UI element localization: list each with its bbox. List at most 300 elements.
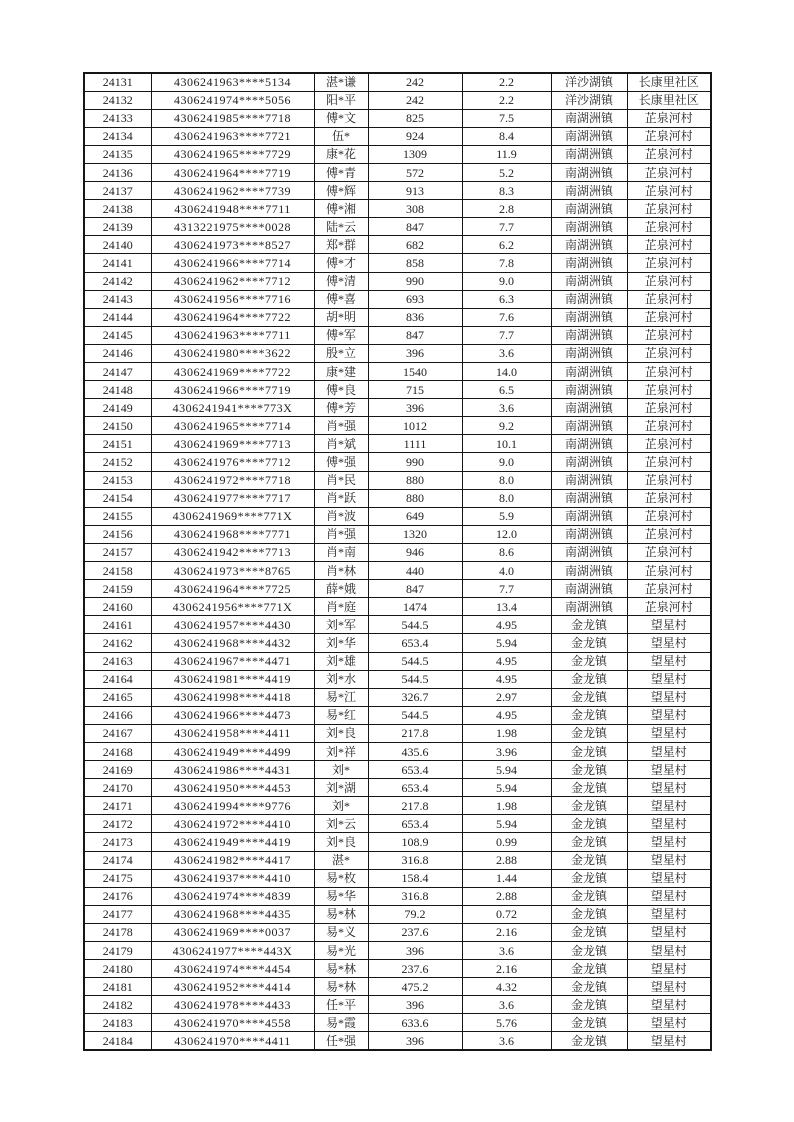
cell-masked-id-number: 4306241967****4471 [151,652,314,670]
table-row [84,869,711,887]
cell-amount: 1012 [368,417,462,435]
cell-masked-id-number: 4306241973****8765 [151,562,314,580]
table-row [84,1014,711,1032]
table-row [84,381,711,399]
cell-secondary-value: 7.7 [462,326,551,344]
cell-masked-id-number: 4306241966****7719 [151,381,314,399]
cell-village: 芷泉河村 [627,344,711,362]
cell-town: 南湖洲镇 [551,363,627,381]
cell-town: 南湖洲镇 [551,344,627,362]
cell-secondary-value: 8.6 [462,543,551,561]
cell-person-name: 易*林 [314,978,368,996]
cell-town: 南湖洲镇 [551,308,627,326]
cell-village: 望星村 [627,996,711,1014]
table-row [84,471,711,489]
cell-amount: 316.8 [368,887,462,905]
cell-secondary-value: 6.5 [462,381,551,399]
table-row [84,724,711,742]
cell-town: 南湖洲镇 [551,525,627,543]
table-row [84,652,711,670]
table-row [84,127,711,145]
cell-person-name: 郑*群 [314,236,368,254]
cell-secondary-value: 14.0 [462,363,551,381]
cell-masked-id-number: 4306241986****4431 [151,761,314,779]
cell-village: 芷泉河村 [627,308,711,326]
cell-village: 芷泉河村 [627,254,711,272]
cell-masked-id-number: 4306241956****7716 [151,290,314,308]
cell-amount: 880 [368,471,462,489]
cell-town: 南湖洲镇 [551,272,627,290]
cell-person-name: 刘* [314,797,368,815]
cell-masked-id-number: 4306241966****4473 [151,706,314,724]
cell-serial-number: 24132 [84,91,151,109]
cell-serial-number: 24167 [84,724,151,742]
cell-town: 金龙镇 [551,688,627,706]
cell-person-name: 易*光 [314,942,368,960]
cell-person-name: 阳*平 [314,91,368,109]
cell-person-name: 殷*立 [314,344,368,362]
cell-secondary-value: 4.95 [462,670,551,688]
cell-serial-number: 24163 [84,652,151,670]
cell-secondary-value: 2.16 [462,923,551,941]
cell-amount: 396 [368,1032,462,1050]
cell-masked-id-number: 4306241963****5134 [151,73,314,91]
cell-amount: 649 [368,507,462,525]
cell-village: 望星村 [627,869,711,887]
cell-masked-id-number: 4313221975****0028 [151,218,314,236]
cell-masked-id-number: 4306241937****4410 [151,869,314,887]
table-row [84,182,711,200]
cell-serial-number: 24183 [84,1014,151,1032]
cell-masked-id-number: 4306241950****4453 [151,779,314,797]
cell-town: 洋沙湖镇 [551,73,627,91]
table-row [84,562,711,580]
cell-amount: 1540 [368,363,462,381]
cell-amount: 715 [368,381,462,399]
cell-person-name: 刘* [314,761,368,779]
cell-amount: 242 [368,91,462,109]
cell-town: 金龙镇 [551,724,627,742]
cell-secondary-value: 3.6 [462,942,551,960]
cell-serial-number: 24140 [84,236,151,254]
cell-serial-number: 24159 [84,580,151,598]
records-table-body [84,73,711,1050]
table-row [84,218,711,236]
cell-village: 望星村 [627,815,711,833]
table-row [84,706,711,724]
cell-masked-id-number: 4306241956****771X [151,598,314,616]
cell-secondary-value: 2.8 [462,200,551,218]
table-row [84,109,711,127]
cell-masked-id-number: 4306241978****4433 [151,996,314,1014]
table-row [84,91,711,109]
cell-village: 长康里社区 [627,73,711,91]
cell-town: 南湖洲镇 [551,399,627,417]
cell-secondary-value: 4.32 [462,978,551,996]
cell-person-name: 刘*祥 [314,742,368,760]
cell-village: 芷泉河村 [627,236,711,254]
cell-village: 望星村 [627,1014,711,1032]
cell-serial-number: 24165 [84,688,151,706]
cell-village: 望星村 [627,905,711,923]
cell-amount: 108.9 [368,833,462,851]
cell-person-name: 刘*雄 [314,652,368,670]
table-row [84,688,711,706]
cell-town: 南湖洲镇 [551,580,627,598]
cell-amount: 693 [368,290,462,308]
cell-village: 望星村 [627,960,711,978]
cell-serial-number: 24145 [84,326,151,344]
cell-village: 望星村 [627,688,711,706]
cell-secondary-value: 7.5 [462,109,551,127]
table-row [84,363,711,381]
cell-serial-number: 24151 [84,435,151,453]
table-row [84,634,711,652]
cell-town: 金龙镇 [551,942,627,960]
cell-amount: 653.4 [368,779,462,797]
cell-town: 南湖洲镇 [551,326,627,344]
cell-village: 长康里社区 [627,91,711,109]
table-row [84,73,711,91]
cell-amount: 653.4 [368,634,462,652]
table-row [84,200,711,218]
cell-village: 芷泉河村 [627,399,711,417]
cell-secondary-value: 8.3 [462,182,551,200]
table-row [84,344,711,362]
cell-amount: 544.5 [368,616,462,634]
cell-village: 芷泉河村 [627,182,711,200]
cell-serial-number: 24136 [84,163,151,181]
cell-amount: 836 [368,308,462,326]
cell-masked-id-number: 4306241969****7722 [151,363,314,381]
cell-secondary-value: 5.94 [462,779,551,797]
cell-amount: 990 [368,272,462,290]
table-row [84,163,711,181]
cell-person-name: 易*林 [314,905,368,923]
cell-serial-number: 24175 [84,869,151,887]
cell-serial-number: 24180 [84,960,151,978]
cell-serial-number: 24155 [84,507,151,525]
cell-serial-number: 24139 [84,218,151,236]
cell-serial-number: 24135 [84,145,151,163]
cell-town: 南湖洲镇 [551,543,627,561]
cell-person-name: 刘*良 [314,724,368,742]
cell-secondary-value: 6.2 [462,236,551,254]
cell-secondary-value: 0.72 [462,905,551,923]
table-row [84,887,711,905]
cell-town: 金龙镇 [551,887,627,905]
cell-serial-number: 24152 [84,453,151,471]
cell-village: 芷泉河村 [627,507,711,525]
cell-amount: 440 [368,562,462,580]
cell-amount: 858 [368,254,462,272]
cell-serial-number: 24166 [84,706,151,724]
table-row [84,489,711,507]
cell-town: 金龙镇 [551,706,627,724]
cell-town: 金龙镇 [551,869,627,887]
cell-serial-number: 24158 [84,562,151,580]
cell-village: 芷泉河村 [627,363,711,381]
cell-secondary-value: 1.44 [462,869,551,887]
cell-amount: 308 [368,200,462,218]
cell-town: 南湖洲镇 [551,200,627,218]
cell-amount: 1111 [368,435,462,453]
cell-village: 芷泉河村 [627,543,711,561]
cell-village: 望星村 [627,761,711,779]
cell-secondary-value: 12.0 [462,525,551,543]
cell-village: 望星村 [627,851,711,869]
table-row [84,923,711,941]
cell-person-name: 易*义 [314,923,368,941]
table-row [84,435,711,453]
cell-person-name: 肖*民 [314,471,368,489]
table-row [84,145,711,163]
cell-amount: 544.5 [368,706,462,724]
cell-town: 南湖洲镇 [551,381,627,399]
table-row [84,308,711,326]
cell-amount: 633.6 [368,1014,462,1032]
cell-village: 芷泉河村 [627,218,711,236]
cell-masked-id-number: 4306241964****7719 [151,163,314,181]
cell-town: 南湖洲镇 [551,109,627,127]
cell-village: 芷泉河村 [627,200,711,218]
cell-serial-number: 24150 [84,417,151,435]
table-row [84,797,711,815]
cell-village: 芷泉河村 [627,127,711,145]
cell-amount: 242 [368,73,462,91]
cell-serial-number: 24178 [84,923,151,941]
cell-town: 金龙镇 [551,616,627,634]
cell-village: 芷泉河村 [627,163,711,181]
cell-village: 芷泉河村 [627,326,711,344]
cell-town: 南湖洲镇 [551,182,627,200]
cell-serial-number: 24154 [84,489,151,507]
cell-masked-id-number: 4306241968****4435 [151,905,314,923]
cell-secondary-value: 3.96 [462,742,551,760]
cell-town: 洋沙湖镇 [551,91,627,109]
cell-person-name: 易*霞 [314,1014,368,1032]
cell-town: 南湖洲镇 [551,598,627,616]
cell-person-name: 刘*良 [314,833,368,851]
cell-secondary-value: 0.99 [462,833,551,851]
cell-person-name: 陆*云 [314,218,368,236]
cell-secondary-value: 4.95 [462,616,551,634]
cell-village: 望星村 [627,616,711,634]
cell-amount: 475.2 [368,978,462,996]
cell-masked-id-number: 4306241973****8527 [151,236,314,254]
cell-person-name: 傅*湘 [314,200,368,218]
cell-masked-id-number: 4306241965****7714 [151,417,314,435]
cell-secondary-value: 8.0 [462,489,551,507]
cell-village: 望星村 [627,670,711,688]
cell-amount: 1320 [368,525,462,543]
cell-secondary-value: 9.0 [462,272,551,290]
cell-masked-id-number: 4306241941****773X [151,399,314,417]
cell-secondary-value: 1.98 [462,724,551,742]
cell-secondary-value: 3.6 [462,996,551,1014]
cell-town: 金龙镇 [551,1014,627,1032]
cell-village: 望星村 [627,797,711,815]
cell-amount: 396 [368,942,462,960]
cell-secondary-value: 13.4 [462,598,551,616]
cell-serial-number: 24176 [84,887,151,905]
cell-masked-id-number: 4306241962****7739 [151,182,314,200]
cell-town: 南湖洲镇 [551,417,627,435]
cell-serial-number: 24144 [84,308,151,326]
cell-town: 南湖洲镇 [551,562,627,580]
cell-town: 南湖洲镇 [551,236,627,254]
cell-masked-id-number: 4306241949****4499 [151,742,314,760]
table-row [84,254,711,272]
cell-amount: 653.4 [368,815,462,833]
table-row [84,236,711,254]
cell-masked-id-number: 4306241974****4839 [151,887,314,905]
cell-secondary-value: 4.0 [462,562,551,580]
cell-village: 芷泉河村 [627,598,711,616]
cell-secondary-value: 3.6 [462,399,551,417]
cell-village: 望星村 [627,887,711,905]
cell-masked-id-number: 4306241962****7712 [151,272,314,290]
cell-masked-id-number: 4306241948****7711 [151,200,314,218]
cell-masked-id-number: 4306241969****7713 [151,435,314,453]
table-row [84,1032,711,1050]
cell-person-name: 傅*强 [314,453,368,471]
cell-person-name: 傅*良 [314,381,368,399]
cell-village: 芷泉河村 [627,109,711,127]
cell-serial-number: 24181 [84,978,151,996]
cell-masked-id-number: 4306241982****4417 [151,851,314,869]
cell-village: 芷泉河村 [627,272,711,290]
cell-secondary-value: 2.2 [462,73,551,91]
cell-village: 芷泉河村 [627,417,711,435]
cell-town: 南湖洲镇 [551,290,627,308]
cell-person-name: 湛*谦 [314,73,368,91]
cell-person-name: 肖*波 [314,507,368,525]
cell-village: 芷泉河村 [627,290,711,308]
cell-serial-number: 24164 [84,670,151,688]
table-row [84,326,711,344]
cell-town: 金龙镇 [551,960,627,978]
cell-person-name: 肖*南 [314,543,368,561]
cell-town: 金龙镇 [551,851,627,869]
cell-town: 金龙镇 [551,670,627,688]
cell-town: 金龙镇 [551,652,627,670]
cell-person-name: 傅*清 [314,272,368,290]
cell-amount: 158.4 [368,869,462,887]
cell-village: 望星村 [627,724,711,742]
cell-masked-id-number: 4306241968****7771 [151,525,314,543]
cell-masked-id-number: 4306241963****7711 [151,326,314,344]
cell-amount: 435.6 [368,742,462,760]
cell-person-name: 傅*辉 [314,182,368,200]
cell-serial-number: 24171 [84,797,151,815]
cell-serial-number: 24162 [84,634,151,652]
cell-person-name: 傅*才 [314,254,368,272]
cell-serial-number: 24153 [84,471,151,489]
cell-masked-id-number: 4306241963****7721 [151,127,314,145]
cell-masked-id-number: 4306241942****7713 [151,543,314,561]
cell-serial-number: 24141 [84,254,151,272]
cell-village: 望星村 [627,1032,711,1050]
cell-amount: 946 [368,543,462,561]
cell-person-name: 任*强 [314,1032,368,1050]
cell-town: 金龙镇 [551,742,627,760]
cell-serial-number: 24149 [84,399,151,417]
cell-serial-number: 24174 [84,851,151,869]
cell-secondary-value: 5.94 [462,761,551,779]
cell-town: 金龙镇 [551,905,627,923]
cell-secondary-value: 9.0 [462,453,551,471]
cell-masked-id-number: 4306241976****7712 [151,453,314,471]
cell-amount: 237.6 [368,960,462,978]
table-row [84,417,711,435]
cell-town: 南湖洲镇 [551,127,627,145]
cell-amount: 847 [368,218,462,236]
cell-serial-number: 24172 [84,815,151,833]
cell-amount: 326.7 [368,688,462,706]
cell-masked-id-number: 4306241958****4411 [151,724,314,742]
table-row [84,742,711,760]
cell-serial-number: 24146 [84,344,151,362]
cell-person-name: 傅*军 [314,326,368,344]
table-row [84,905,711,923]
cell-secondary-value: 5.94 [462,634,551,652]
cell-village: 芷泉河村 [627,489,711,507]
cell-person-name: 任*平 [314,996,368,1014]
cell-secondary-value: 2.88 [462,851,551,869]
cell-masked-id-number: 4306241994****9776 [151,797,314,815]
cell-secondary-value: 3.6 [462,344,551,362]
cell-amount: 990 [368,453,462,471]
cell-village: 望星村 [627,942,711,960]
cell-town: 金龙镇 [551,833,627,851]
cell-serial-number: 24134 [84,127,151,145]
cell-masked-id-number: 4306241977****443X [151,942,314,960]
cell-person-name: 刘*水 [314,670,368,688]
cell-town: 南湖洲镇 [551,145,627,163]
cell-amount: 1474 [368,598,462,616]
cell-masked-id-number: 4306241969****0037 [151,923,314,941]
cell-serial-number: 24138 [84,200,151,218]
cell-secondary-value: 2.2 [462,91,551,109]
cell-person-name: 傅*文 [314,109,368,127]
cell-secondary-value: 1.98 [462,797,551,815]
cell-masked-id-number: 4306241969****771X [151,507,314,525]
cell-serial-number: 24143 [84,290,151,308]
cell-serial-number: 24156 [84,525,151,543]
cell-person-name: 薛*娥 [314,580,368,598]
cell-amount: 217.8 [368,797,462,815]
cell-secondary-value: 7.7 [462,580,551,598]
table-row [84,815,711,833]
table-row [84,960,711,978]
cell-village: 芷泉河村 [627,453,711,471]
cell-person-name: 肖*林 [314,562,368,580]
table-row [84,942,711,960]
cell-serial-number: 24179 [84,942,151,960]
cell-secondary-value: 6.3 [462,290,551,308]
cell-town: 南湖洲镇 [551,163,627,181]
table-row [84,616,711,634]
cell-masked-id-number: 4306241998****4418 [151,688,314,706]
cell-secondary-value: 5.94 [462,815,551,833]
cell-secondary-value: 3.6 [462,1032,551,1050]
cell-secondary-value: 11.9 [462,145,551,163]
cell-person-name: 易*林 [314,960,368,978]
cell-masked-id-number: 4306241957****4430 [151,616,314,634]
cell-town: 金龙镇 [551,978,627,996]
cell-person-name: 肖*跃 [314,489,368,507]
